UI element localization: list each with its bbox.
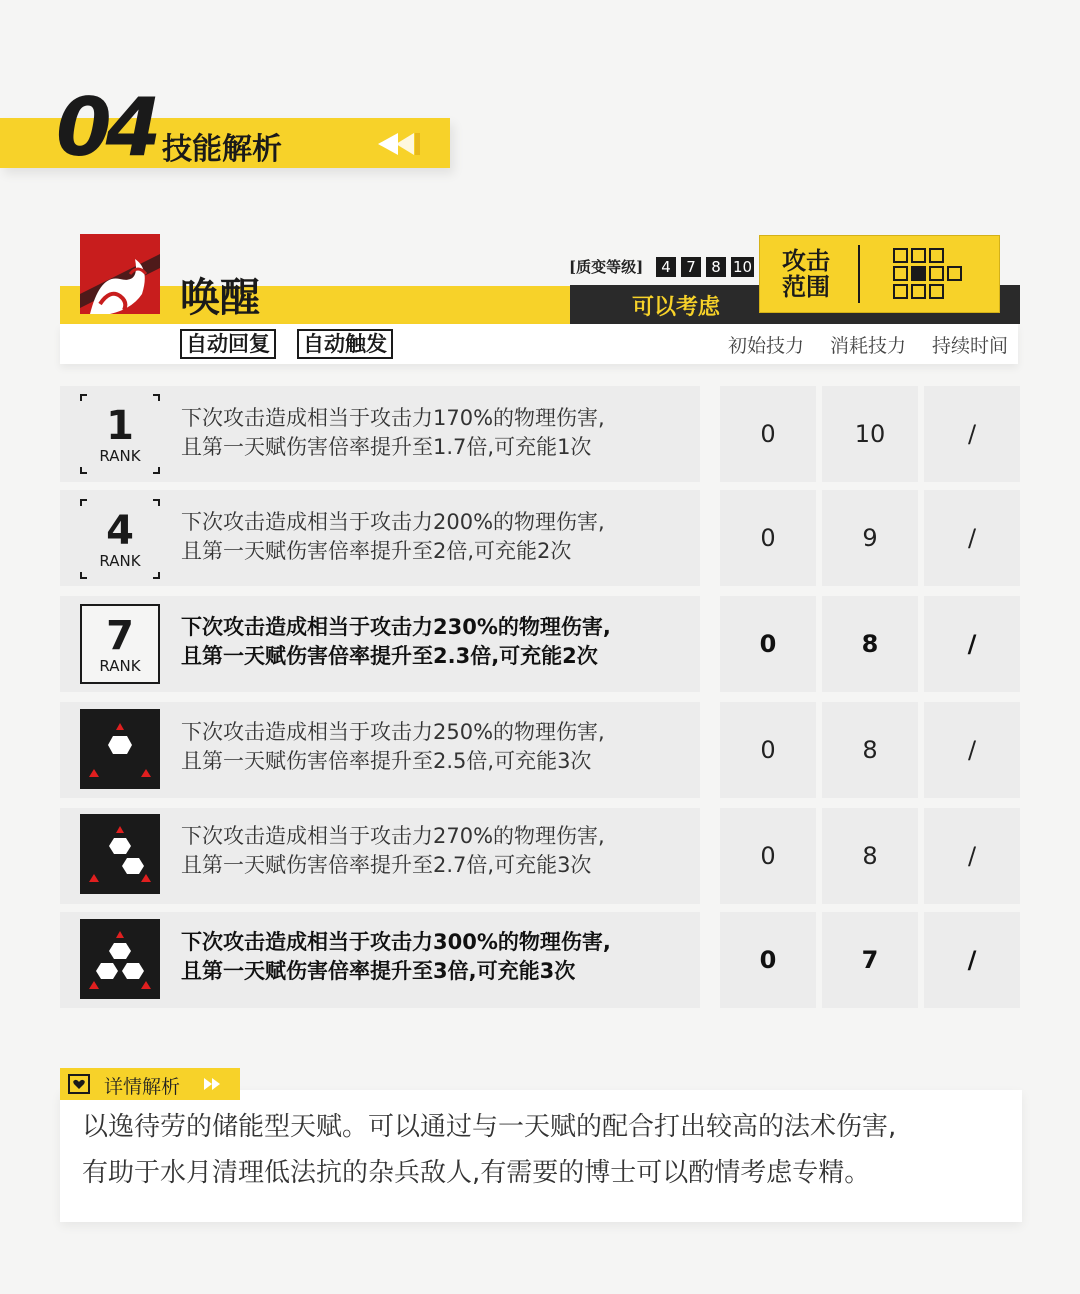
row-line-2: 且第一天赋伤害倍率提升至1.7倍,可充能1次: [181, 435, 592, 459]
row-line-2: 且第一天赋伤害倍率提升至3倍,可充能3次: [181, 959, 576, 983]
row-line-1: 下次攻击造成相当于攻击力270%的物理伤害,: [181, 824, 605, 848]
quality-level-box: 4: [656, 257, 676, 277]
cell-duration: /: [924, 386, 1020, 482]
rank-number: 7: [106, 613, 134, 659]
rank-badge: [80, 499, 160, 579]
row-description: [181, 613, 611, 671]
cell-duration: /: [924, 912, 1020, 1008]
heart-icon: [68, 1074, 90, 1094]
column-duration: 持续时间: [932, 335, 1009, 357]
detail-line-2: 有助于水月清理低法抗的杂兵敌人,有需要的博士可以酌情考虑专精。: [82, 1158, 871, 1188]
cell-sp-cost: 8: [822, 596, 918, 692]
cell-initial-sp: 0: [720, 702, 816, 798]
cell-initial-sp: 0: [720, 912, 816, 1008]
quality-level-box: 10: [733, 258, 753, 276]
cell-duration: /: [924, 490, 1020, 586]
cell-duration: /: [924, 596, 1020, 692]
rank-badge: [80, 394, 160, 474]
row-description: [181, 928, 611, 986]
row-line-1: 下次攻击造成相当于攻击力230%的物理伤害,: [181, 615, 611, 639]
detail-text: [82, 1104, 1012, 1196]
cell-sp-cost: 8: [822, 808, 918, 904]
skill-icon: [80, 234, 160, 314]
tag-auto-recovery: 自动回复: [180, 329, 276, 359]
rank-number: 4: [106, 508, 134, 554]
row-line-1: 下次攻击造成相当于攻击力170%的物理伤害,: [181, 406, 605, 430]
row-line-2: 且第一天赋伤害倍率提升至2.7倍,可充能3次: [181, 853, 592, 877]
cell-initial-sp: 0: [720, 490, 816, 586]
detail-line-1: 以逸待劳的储能型天赋。可以通过与一天赋的配合打出较高的法术伤害,: [82, 1112, 897, 1142]
mastery-1-icon: [80, 709, 160, 789]
cell-duration: /: [924, 702, 1020, 798]
column-sp-cost: 消耗技力: [830, 335, 907, 357]
section-number: 04: [56, 81, 156, 174]
cell-sp-cost: 8: [822, 702, 918, 798]
range-divider: [858, 245, 860, 303]
detail-title: 详情解析: [104, 1076, 181, 1098]
row-line-1: 下次攻击造成相当于攻击力300%的物理伤害,: [181, 930, 611, 954]
cell-initial-sp: 0: [720, 386, 816, 482]
attack-range-label: 攻击范围: [782, 247, 830, 301]
rank-word: RANK: [99, 447, 141, 465]
mastery-2-icon: [80, 814, 160, 894]
row-line-1: 下次攻击造成相当于攻击力250%的物理伤害,: [181, 720, 605, 744]
rewind-arrow-icon: [376, 131, 420, 157]
row-line-2: 且第一天赋伤害倍率提升至2倍,可充能2次: [181, 539, 572, 563]
rank-word: RANK: [99, 657, 141, 675]
row-line-2: 且第一天赋伤害倍率提升至2.3倍,可充能2次: [181, 644, 598, 668]
row-description: [181, 718, 605, 776]
row-description: [181, 822, 605, 880]
forward-arrow-icon: [202, 1076, 224, 1092]
quality-level-box: 7: [681, 257, 701, 277]
cell-sp-cost: 10: [822, 386, 918, 482]
mastery-3-icon: [80, 919, 160, 999]
row-description: [181, 404, 605, 462]
cell-duration: /: [924, 808, 1020, 904]
quality-level-box: 8: [706, 257, 726, 277]
tag-auto-trigger: 自动触发: [297, 329, 393, 359]
rank-word: RANK: [99, 552, 141, 570]
row-line-1: 下次攻击造成相当于攻击力200%的物理伤害,: [181, 510, 605, 534]
cell-initial-sp: 0: [720, 596, 816, 692]
row-description: [181, 508, 605, 566]
cell-sp-cost: 9: [822, 490, 918, 586]
section-title: 技能解析: [162, 132, 282, 167]
quality-label: [质变等级]: [569, 258, 644, 276]
skill-name: 唤醒: [180, 274, 260, 321]
rank-number: 1: [106, 403, 134, 449]
column-initial-sp: 初始技力: [728, 335, 805, 357]
rank-badge: [80, 604, 160, 684]
cell-initial-sp: 0: [720, 808, 816, 904]
recommend-text: 可以考虑: [632, 295, 721, 320]
cell-sp-cost: 7: [822, 912, 918, 1008]
row-line-2: 且第一天赋伤害倍率提升至2.5倍,可充能3次: [181, 749, 592, 773]
